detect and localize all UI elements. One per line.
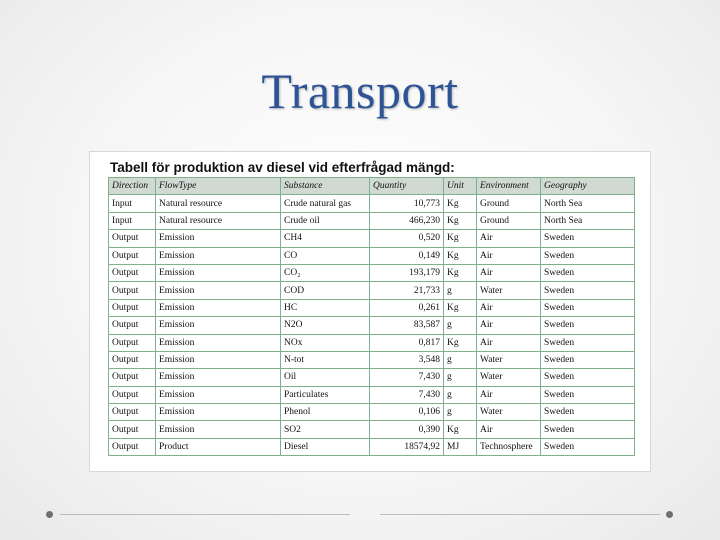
table-cell-substance: SO2 bbox=[281, 421, 370, 438]
table-row bbox=[109, 438, 635, 455]
table-row bbox=[109, 334, 635, 351]
column-header-substance: Substance bbox=[281, 178, 370, 195]
table-cell-direction: Output bbox=[109, 404, 156, 421]
table-cell-quantity: 10,773 bbox=[370, 195, 444, 212]
table-row bbox=[109, 317, 635, 334]
table-cell-quantity: 0,817 bbox=[370, 334, 444, 351]
table-row bbox=[109, 264, 635, 281]
table-cell-geography: Sweden bbox=[541, 369, 635, 386]
table-cell-geography: Sweden bbox=[541, 404, 635, 421]
table-cell-environment: Air bbox=[477, 334, 541, 351]
table-cell-unit: MJ bbox=[444, 438, 477, 455]
table-cell-environment: Technosphere bbox=[477, 438, 541, 455]
table-cell-flowtype: Emission bbox=[156, 369, 281, 386]
table-cell-unit: Kg bbox=[444, 230, 477, 247]
table-header-row bbox=[109, 178, 635, 195]
table-cell-substance: Oil bbox=[281, 369, 370, 386]
table-cell-flowtype: Natural resource bbox=[156, 195, 281, 212]
table-row bbox=[109, 299, 635, 316]
table-row bbox=[109, 230, 635, 247]
table-cell-environment: Water bbox=[477, 404, 541, 421]
diesel-production-table bbox=[108, 177, 635, 456]
table-cell-substance: NOx bbox=[281, 334, 370, 351]
table-cell-geography: Sweden bbox=[541, 264, 635, 281]
table-cell-substance: Crude natural gas bbox=[281, 195, 370, 212]
table-cell-substance: N2O bbox=[281, 317, 370, 334]
table-cell-unit: g bbox=[444, 404, 477, 421]
table-cell-flowtype: Emission bbox=[156, 351, 281, 368]
right-divider-line bbox=[380, 514, 660, 515]
table-cell-quantity: 7,430 bbox=[370, 386, 444, 403]
table-cell-substance: HC bbox=[281, 299, 370, 316]
column-header-quantity: Quantity bbox=[370, 178, 444, 195]
table-cell-direction: Output bbox=[109, 299, 156, 316]
table-cell-direction: Output bbox=[109, 247, 156, 264]
table-cell-quantity: 7,430 bbox=[370, 369, 444, 386]
table-cell-environment: Air bbox=[477, 264, 541, 281]
table-cell-environment: Air bbox=[477, 386, 541, 403]
table-cell-unit: Kg bbox=[444, 299, 477, 316]
table-cell-geography: Sweden bbox=[541, 421, 635, 438]
table-cell-quantity: 0,390 bbox=[370, 421, 444, 438]
table-cell-unit: Kg bbox=[444, 195, 477, 212]
table-cell-unit: Kg bbox=[444, 212, 477, 229]
table-cell-geography: Sweden bbox=[541, 282, 635, 299]
table-cell-flowtype: Natural resource bbox=[156, 212, 281, 229]
table-cell-direction: Output bbox=[109, 386, 156, 403]
table-cell-flowtype: Emission bbox=[156, 404, 281, 421]
table-cell-unit: Kg bbox=[444, 264, 477, 281]
table-cell-quantity: 0,149 bbox=[370, 247, 444, 264]
table-row bbox=[109, 282, 635, 299]
table-cell-flowtype: Emission bbox=[156, 334, 281, 351]
table-cell-unit: Kg bbox=[444, 334, 477, 351]
table-cell-environment: Water bbox=[477, 282, 541, 299]
table-cell-unit: g bbox=[444, 317, 477, 334]
slide-title: Transport bbox=[261, 63, 459, 119]
table-row bbox=[109, 212, 635, 229]
table-cell-direction: Input bbox=[109, 195, 156, 212]
table-cell-geography: Sweden bbox=[541, 334, 635, 351]
table-cell-direction: Output bbox=[109, 334, 156, 351]
table-cell-flowtype: Product bbox=[156, 438, 281, 455]
table-cell-environment: Air bbox=[477, 247, 541, 264]
table-cell-geography: North Sea bbox=[541, 212, 635, 229]
table-row bbox=[109, 404, 635, 421]
table-cell-substance: Phenol bbox=[281, 404, 370, 421]
table-cell-flowtype: Emission bbox=[156, 421, 281, 438]
table-cell-direction: Output bbox=[109, 369, 156, 386]
table-cell-geography: Sweden bbox=[541, 386, 635, 403]
right-bullet-dot bbox=[666, 511, 673, 518]
table-cell-unit: Kg bbox=[444, 247, 477, 264]
table-cell-environment: Air bbox=[477, 299, 541, 316]
table-cell-direction: Output bbox=[109, 438, 156, 455]
table-cell-quantity: 18574,92 bbox=[370, 438, 444, 455]
table-cell-substance: Particulates bbox=[281, 386, 370, 403]
table-cell-quantity: 0,106 bbox=[370, 404, 444, 421]
table-cell-unit: g bbox=[444, 369, 477, 386]
table-cell-substance: Crude oil bbox=[281, 212, 370, 229]
table-cell-quantity: 466,230 bbox=[370, 212, 444, 229]
table-cell-flowtype: Emission bbox=[156, 299, 281, 316]
table-row bbox=[109, 369, 635, 386]
table-cell-flowtype: Emission bbox=[156, 317, 281, 334]
table-row bbox=[109, 386, 635, 403]
column-header-flowtype: FlowType bbox=[156, 178, 281, 195]
table-cell-geography: Sweden bbox=[541, 438, 635, 455]
table-cell-environment: Ground bbox=[477, 212, 541, 229]
table-cell-environment: Water bbox=[477, 351, 541, 368]
table-cell-direction: Output bbox=[109, 282, 156, 299]
table-cell-substance: CO bbox=[281, 247, 370, 264]
table-cell-direction: Output bbox=[109, 264, 156, 281]
table-cell-substance: CH4 bbox=[281, 230, 370, 247]
table-cell-quantity: 0,520 bbox=[370, 230, 444, 247]
table-cell-direction: Output bbox=[109, 317, 156, 334]
table-cell-quantity: 3,548 bbox=[370, 351, 444, 368]
table-cell-direction: Output bbox=[109, 421, 156, 438]
table-cell-environment: Water bbox=[477, 369, 541, 386]
data-table-figure bbox=[89, 151, 651, 472]
table-cell-geography: North Sea bbox=[541, 195, 635, 212]
column-header-environment: Environment bbox=[477, 178, 541, 195]
table-cell-unit: g bbox=[444, 282, 477, 299]
table-cell-geography: Sweden bbox=[541, 299, 635, 316]
column-header-unit: Unit bbox=[444, 178, 477, 195]
table-cell-substance: Diesel bbox=[281, 438, 370, 455]
table-cell-direction: Input bbox=[109, 212, 156, 229]
table-cell-environment: Air bbox=[477, 230, 541, 247]
table-cell-direction: Output bbox=[109, 230, 156, 247]
table-cell-geography: Sweden bbox=[541, 230, 635, 247]
table-cell-quantity: 83,587 bbox=[370, 317, 444, 334]
table-row bbox=[109, 247, 635, 264]
table-cell-unit: g bbox=[444, 351, 477, 368]
table-cell-substance: COD bbox=[281, 282, 370, 299]
table-cell-quantity: 193,179 bbox=[370, 264, 444, 281]
table-cell-substance: N-tot bbox=[281, 351, 370, 368]
table-cell-flowtype: Emission bbox=[156, 247, 281, 264]
table-cell-geography: Sweden bbox=[541, 351, 635, 368]
table-cell-flowtype: Emission bbox=[156, 264, 281, 281]
table-cell-quantity: 0,261 bbox=[370, 299, 444, 316]
table-row bbox=[109, 421, 635, 438]
table-cell-flowtype: Emission bbox=[156, 386, 281, 403]
table-cell-quantity: 21,733 bbox=[370, 282, 444, 299]
table-cell-direction: Output bbox=[109, 351, 156, 368]
table-row bbox=[109, 351, 635, 368]
column-header-geography: Geography bbox=[541, 178, 635, 195]
table-row bbox=[109, 195, 635, 212]
table-cell-geography: Sweden bbox=[541, 317, 635, 334]
table-cell-environment: Air bbox=[477, 317, 541, 334]
table-cell-substance: CO₂ bbox=[281, 264, 370, 281]
left-divider-line bbox=[60, 514, 350, 515]
table-cell-environment: Ground bbox=[477, 195, 541, 212]
table-cell-unit: g bbox=[444, 386, 477, 403]
table-cell-environment: Air bbox=[477, 421, 541, 438]
table-cell-geography: Sweden bbox=[541, 247, 635, 264]
table-cell-unit: Kg bbox=[444, 421, 477, 438]
left-bullet-dot bbox=[46, 511, 53, 518]
table-cell-flowtype: Emission bbox=[156, 282, 281, 299]
table-cell-flowtype: Emission bbox=[156, 230, 281, 247]
column-header-direction: Direction bbox=[109, 178, 156, 195]
table-caption: Tabell för produktion av diesel vid efterfrågad mängd: bbox=[110, 160, 455, 175]
